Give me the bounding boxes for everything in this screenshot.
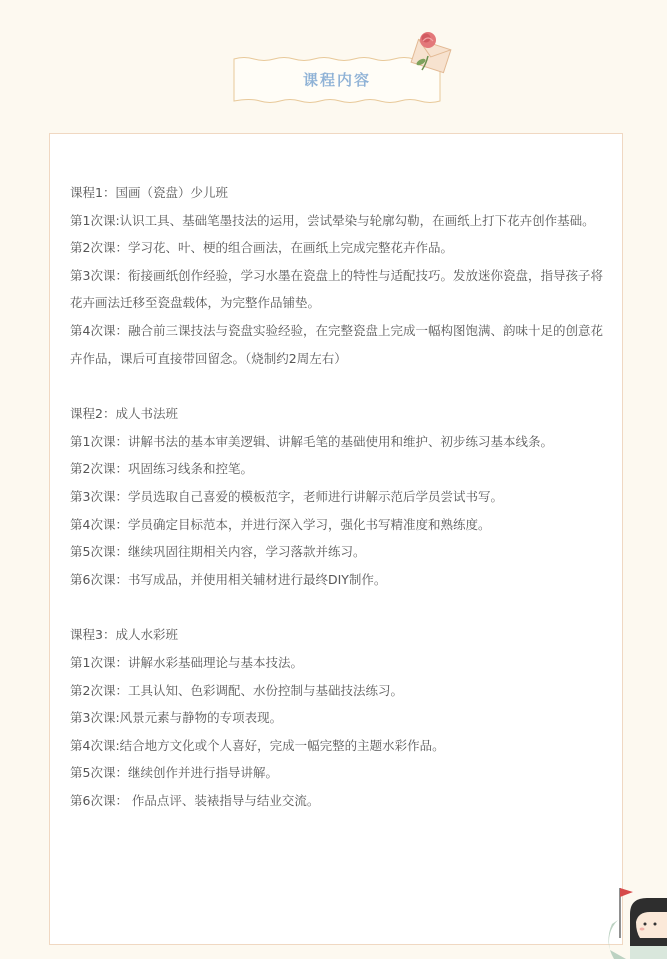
course-section-1 bbox=[70, 179, 605, 372]
lesson-item: 第4次课：融合前三课技法与瓷盘实验经验，在完整瓷盘上完成一幅构图饱满、韵味十足的创意花卉作品，课后可直接带回留念。（烧制约2周左右） bbox=[70, 322, 603, 366]
course-title: 课程2：成人书法班 bbox=[70, 406, 178, 422]
lesson-item: 第2次课：学习花、叶、梗的组合画法，在画纸上完成完整花卉作品。 bbox=[70, 240, 453, 256]
lesson-item: 第5次课：继续创作并进行指导讲解。 bbox=[70, 765, 278, 781]
lesson-item: 第1次课：讲解水彩基础理论与基本技法。 bbox=[70, 654, 303, 670]
course-title: 课程1：国画（瓷盘）少儿班 bbox=[70, 185, 228, 200]
lesson-item: 第5次课：继续巩固往期相关内容，学习落款并练习。 bbox=[70, 544, 366, 560]
lesson-item: 第2次课：巩固练习线条和控笔。 bbox=[70, 461, 253, 477]
course-title: 课程3：成人水彩班 bbox=[70, 627, 178, 643]
course-section-3 bbox=[70, 621, 605, 814]
course-section-2 bbox=[70, 400, 605, 593]
lesson-item: 第2次课：工具认知、色彩调配、水份控制与基础技法练习。 bbox=[70, 682, 403, 698]
course-content bbox=[70, 179, 605, 814]
page-title: 课程内容 bbox=[302, 71, 371, 89]
lesson-item: 第6次课：书写成品，并使用相关辅材进行最终DIY制作。 bbox=[70, 571, 387, 587]
lesson-item: 第4次课：学员确定目标范本，并进行深入学习，强化书写精准度和熟练度。 bbox=[70, 516, 491, 532]
lesson-item: 第3次课：衔接画纸创作经验，学习水墨在瓷盘上的特性与适配技巧。发放迷你瓷盘，指导孩子将花卉画法迁移至瓷盘载体，为完整作品铺垫。 bbox=[70, 267, 603, 311]
lesson-item: 第4次课:结合地方文化或个人喜好，完成一幅完整的主题水彩作品。 bbox=[70, 737, 445, 753]
lesson-item: 第3次课：学员选取自己喜爱的模板范字，老师进行讲解示范后学员尝试书写。 bbox=[70, 488, 503, 504]
lesson-item: 第3次课:风景元素与静物的专项表现。 bbox=[70, 710, 283, 726]
lesson-item: 第6次课： 作品点评、装裱指导与结业交流。 bbox=[70, 792, 320, 808]
lesson-item: 第1次课:认识工具、基础笔墨技法的运用，尝试晕染与轮廓勾勒，在画纸上打下花卉创作基础。 bbox=[70, 212, 595, 228]
rose-envelope-icon bbox=[406, 26, 456, 76]
lesson-item: 第1次课：讲解书法的基本审美逻辑、讲解毛笔的基础使用和维护、初步练习基本线条。 bbox=[70, 433, 553, 449]
girl-with-flag-icon bbox=[604, 880, 667, 959]
course-content-card bbox=[49, 133, 623, 945]
